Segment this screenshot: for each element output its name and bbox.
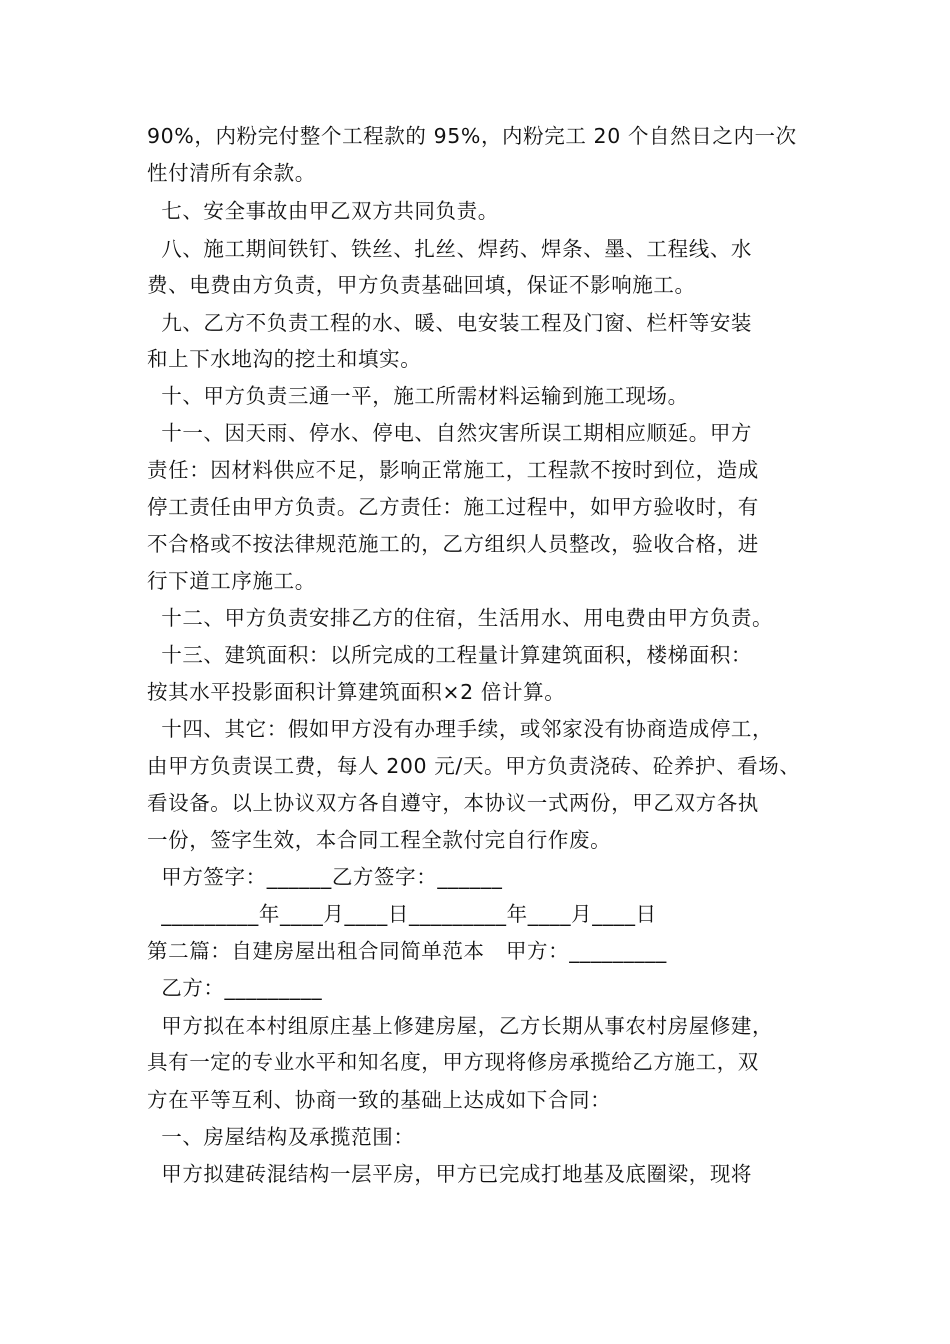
text-line: 十、甲方负责三通一平，施工所需材料运输到施工现场。 (147, 384, 689, 408)
text-line: 甲方拟在本村组原庄基上修建房屋，乙方长期从事农村房屋修建， (147, 1014, 774, 1038)
signature-line: 甲方签字：______乙方签字：______ (147, 865, 503, 889)
text-line: 按其水平投影面积计算建筑面积×2 倍计算。 (147, 680, 566, 704)
text-line: 十二、甲方负责安排乙方的住宿，生活用水、用电费由甲方负责。 (147, 606, 774, 630)
text-line: 九、乙方不负责工程的水、暖、电安装工程及门窗、栏杆等安装 (147, 311, 753, 335)
text-line: 具有一定的专业水平和知名度，甲方现将修房承揽给乙方施工，双 (147, 1050, 759, 1074)
text-line: 方在平等互利、协商一致的基础上达成如下合同： (147, 1088, 612, 1112)
text-line: 七、安全事故由甲乙双方共同负责。 (147, 199, 499, 223)
text-line: 和上下水地沟的挖土和填实。 (147, 347, 422, 371)
text-line: 不合格或不按法律规范施工的，乙方组织人员整改，验收合格，进 (147, 532, 759, 556)
section-heading: 第二篇：自建房屋出租合同简单范本 甲方：_________ (147, 939, 667, 963)
text-line: 行下道工序施工。 (147, 569, 316, 593)
text-line: 十四、其它：假如甲方没有办理手续，或邻家没有协商造成停工， (147, 717, 774, 741)
text-line: 性付清所有余款。 (147, 161, 316, 185)
text-line: 一份，签字生效，本合同工程全款付完自行作废。 (147, 828, 612, 852)
text-line: 八、施工期间铁钉、铁丝、扎丝、焊药、焊条、墨、工程线、水 (147, 237, 753, 261)
text-line: 停工责任由甲方负责。乙方责任：施工过程中，如甲方验收时，有 (147, 495, 759, 519)
party-b-line: 乙方：_________ (147, 976, 323, 1000)
text-line: 费、电费由方负责，甲方负责基础回填，保证不影响施工。 (147, 273, 696, 297)
text-line: 十一、因天雨、停水、停电、自然灾害所误工期相应顺延。甲方 (147, 421, 753, 445)
text-line: 一、房屋结构及承揽范围： (147, 1125, 415, 1149)
text-line: 责任：因材料供应不足，影响正常施工，工程款不按时到位，造成 (147, 458, 759, 482)
text-line: 十三、建筑面积：以所完成的工程量计算建筑面积，楼梯面积： (147, 643, 753, 667)
text-line: 由甲方负责误工费，每人 200 元/天。甲方负责浇砖、砼养护、看场、 (147, 754, 801, 778)
text-line: 甲方拟建砖混结构一层平房，甲方已完成打地基及底圈梁，现将 (147, 1162, 753, 1186)
date-line: _________年____月____日_________年____月____日 (147, 902, 657, 926)
text-line: 90%，内粉完付整个工程款的 95%，内粉完工 20 个自然日之内一次 (147, 124, 797, 148)
text-line: 看设备。以上协议双方各自遵守，本协议一式两份，甲乙双方各执 (147, 791, 759, 815)
